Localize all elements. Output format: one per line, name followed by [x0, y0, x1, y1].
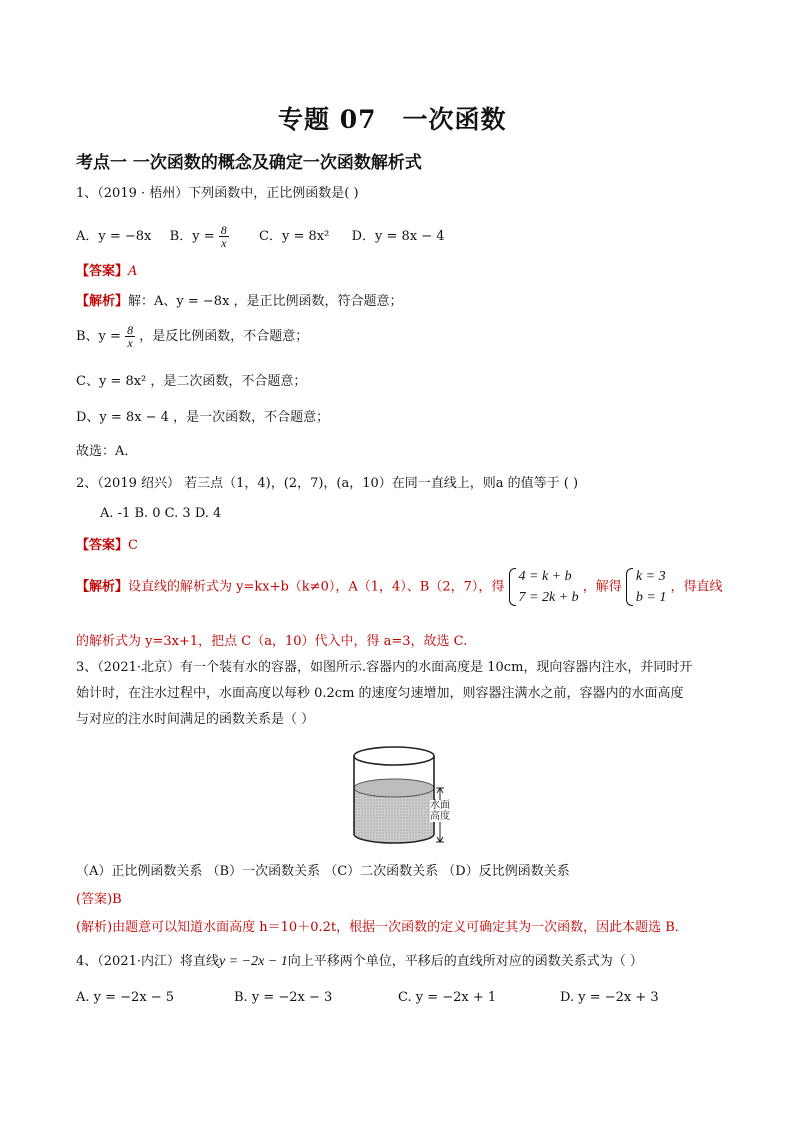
- section-heading: 考点一 一次函数的概念及确定一次函数解析式: [76, 153, 422, 173]
- answer-tag: 【答案】: [76, 264, 129, 279]
- q1-option-d: D．y = 8x − 4: [351, 229, 445, 244]
- question-4-option-b: B. y = −2x − 3: [234, 990, 333, 1005]
- question-4-stem: [76, 954, 643, 970]
- analysis-tag: 【解析】: [76, 579, 129, 595]
- question-4-option-c: C. y = −2x + 1: [398, 990, 497, 1005]
- question-1-stem: 1、（2019 · 梧州）下列函数中，正比例函数是( ): [76, 186, 359, 201]
- question-3-line-2: 始计时，在注水过程中，水面高度以每秒 0.2cm 的速度匀速增加，则容器注满水之前，容器内的水面高度: [76, 686, 684, 701]
- analysis-text: B、y =: [76, 329, 121, 344]
- figure-label-line-1: 水面: [430, 800, 450, 811]
- question-3-options: （A）正比例函数关系 （B）一次函数关系 （C）二次函数关系 （D）反比例函数关系: [76, 864, 570, 879]
- q1-option-b: B．y =: [169, 229, 215, 244]
- q1-option-b-den: x: [221, 236, 227, 250]
- analysis-fraction-num: 8: [127, 323, 134, 337]
- figure-label: [430, 800, 450, 822]
- question-1-analysis-line-2: [76, 324, 308, 349]
- analysis-text: ，是反比例函数，不合题意；: [139, 329, 309, 344]
- question-1-options: [76, 224, 445, 249]
- solution-system: [626, 566, 666, 608]
- q4-stem-text: 向上平移两个单位，平移后的直线所对应的函数关系式为（ ）: [287, 954, 643, 969]
- question-1-analysis-line-3: C、y = 8x² ，是二次函数，不合题意；: [76, 374, 307, 389]
- q4-stem-equation: y = −2x − 1: [219, 954, 288, 969]
- analysis-tag: 【解析】: [76, 294, 129, 309]
- analysis-text: 设直线的解析式为 y=kx+b（k≠0），A（1，4）、B（2，7），得: [128, 579, 505, 595]
- q1-option-b-fraction: [219, 224, 229, 249]
- question-1-answer: [76, 264, 137, 280]
- water-container-figure: [340, 742, 470, 850]
- cylinder-illustration: [340, 742, 470, 850]
- question-2-stem: 2、（2019 绍兴） 若三点（1，4)，(2，7)，(a，10）在同一直线上，则a 的值等于 ( ): [76, 476, 579, 491]
- analysis-fraction-den: x: [127, 336, 133, 350]
- analysis-text: 解：A、y = −8x ，是正比例函数，符合题意；: [128, 294, 403, 309]
- analysis-text: ，得直线: [670, 579, 723, 595]
- solution-1: k = 3: [635, 569, 666, 584]
- question-2-options: A. -1 B. 0 C. 3 D. 4: [100, 506, 222, 521]
- analysis-text: 由题意可以知道水面高度 h＝10＋0.2t，根据一次函数的定义可确定其为一次函数，因此本题选 B．: [112, 920, 688, 935]
- question-4-option-d: D. y = −2x + 3: [560, 990, 659, 1005]
- q1-option-a: A．y = −8x: [76, 229, 152, 244]
- question-1-analysis-line-4: D、y = 8x − 4 ，是一次函数，不合题意；: [76, 410, 330, 425]
- answer-value: B: [112, 892, 122, 907]
- question-3-line-1: 3、（2021·北京）有一个装有水的容器，如图所示.容器内的水面高度是 10cm，现向容器内注水，并同时开: [76, 660, 693, 675]
- q1-option-b-num: 8: [220, 223, 227, 237]
- question-3-answer: [76, 892, 122, 908]
- question-2-answer: [76, 538, 138, 554]
- analysis-fraction: [125, 324, 135, 349]
- q4-stem-text: 4、（2021·内江）将直线: [76, 954, 219, 969]
- solution-2: b = 1: [635, 590, 667, 605]
- answer-tag: 【答案】: [76, 538, 129, 553]
- question-4-option-a: A. y = −2x − 5: [76, 990, 175, 1005]
- cylinder-top: [354, 747, 434, 765]
- figure-label-line-2: 高度: [430, 811, 450, 822]
- water-surface: [354, 779, 434, 797]
- analysis-tag: (解析): [76, 920, 113, 935]
- answer-tag: (答案): [76, 892, 113, 907]
- question-3-analysis: [76, 920, 688, 936]
- question-2-analysis-line-1: [76, 566, 723, 608]
- answer-value: A: [128, 264, 138, 279]
- analysis-text: ，解得: [582, 579, 622, 595]
- equation-1: 4 = k + b: [518, 569, 572, 584]
- question-2-analysis-line-2: 的解析式为 y=3x+1，把点 C（a，10）代入中，得 a=3，故选 C.: [76, 634, 468, 649]
- answer-value: C: [128, 538, 138, 553]
- question-1-analysis-line-1: [76, 294, 403, 310]
- q1-option-c: C．y = 8x²: [259, 229, 330, 244]
- question-3-line-3: 与对应的注水时间满足的函数关系是（ ）: [76, 712, 315, 727]
- page-title: 专题 07 一次函数: [278, 105, 507, 134]
- equation-2: 7 = 2k + b: [518, 590, 579, 605]
- question-1-analysis-line-5: 故选：A．: [76, 444, 138, 459]
- equation-system: [509, 566, 579, 608]
